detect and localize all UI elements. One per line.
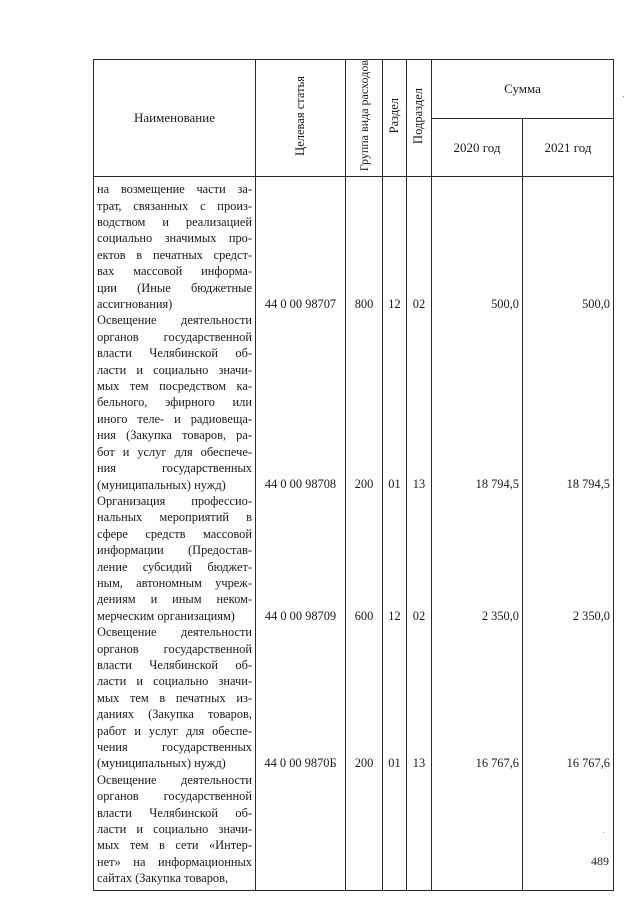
header-subsection: Подраздел [407, 60, 432, 177]
name-line: Организация профессио- [97, 493, 252, 508]
group-column [346, 177, 383, 891]
name-line: ным, автономным учреж- [97, 575, 252, 590]
name-line: мых тем в печатных из- [97, 690, 252, 705]
sum-2021-column [523, 177, 614, 891]
name-line: Освещение деятельности [97, 772, 252, 787]
name-line: органов государственной [97, 329, 252, 344]
section-code: 12 [388, 608, 401, 623]
name-line: органов государственной [97, 789, 252, 804]
scan-speck [623, 96, 624, 97]
subsection-code: 02 [412, 608, 426, 623]
name-line: ласти и социально значи- [97, 674, 252, 689]
expense-group-code: 800 [354, 296, 374, 311]
sum-2021-value: 2 350,0 [572, 608, 610, 623]
expense-group-code: 200 [354, 756, 374, 771]
sum-2021-value: 18 794,5 [566, 477, 610, 492]
page-number: 489 [591, 854, 609, 868]
name-line: мых тем в сети «Интер- [97, 838, 252, 853]
sum-2021-value: 500,0 [582, 296, 610, 311]
row-name [97, 181, 252, 312]
section-code: 12 [388, 296, 401, 311]
expense-group-code: 600 [354, 608, 374, 623]
budget-table [93, 59, 614, 891]
name-line: ния государственных [97, 461, 252, 476]
subsection-code: 13 [412, 477, 426, 492]
name-line: ции (Иные бюджетные [97, 280, 252, 295]
name-line: бот и услуг для обеспече- [97, 444, 252, 459]
name-line: нет» на информационных [97, 854, 252, 869]
name-line: трат, связанных с произ- [97, 198, 252, 213]
subsection-code: 13 [412, 756, 426, 771]
name-line: водством и реализацией [97, 215, 252, 229]
name-line: органов государственной [97, 641, 252, 656]
name-line: иного теле- и радиовеща- [97, 411, 252, 426]
name-line: (муниципальных) нужд) [97, 477, 226, 492]
name-line: Освещение деятельности [97, 625, 252, 640]
sum-2020-value: 18 794,5 [475, 477, 519, 492]
subsection-code: 02 [412, 296, 426, 311]
subsection-column [407, 177, 432, 891]
row-name [97, 624, 252, 772]
name-line: нальных мероприятий в [97, 510, 252, 525]
target-column [256, 177, 346, 891]
section-code: 01 [388, 756, 401, 771]
target-code: 44 0 00 98708 [264, 477, 337, 492]
name-line: мых тем посредством ка- [97, 379, 252, 394]
header-sum: Сумма [432, 60, 614, 119]
sum-2020-value: 2 350,0 [481, 608, 519, 623]
name-line: на возмещение части за- [97, 182, 252, 197]
name-line: социально значимых про- [97, 231, 252, 246]
row-name [97, 493, 252, 624]
name-line: бельного, эфирного или [97, 395, 252, 410]
name-line: ление субсидий бюджет- [97, 559, 252, 574]
name-line: сайтах (Закупка товаров, [97, 871, 229, 886]
name-line: ассигнования) [97, 297, 173, 312]
expense-group-code: 200 [354, 477, 374, 492]
name-line: власти Челябинской об- [97, 805, 252, 820]
name-line: Освещение деятельности [97, 313, 252, 328]
header-name: Наименование [94, 60, 256, 177]
sum-2020-value: 16 767,6 [475, 756, 519, 771]
row-name [97, 772, 252, 887]
sum-2020-value: 500,0 [491, 296, 519, 311]
name-column [94, 177, 256, 891]
name-line: власти Челябинской об- [97, 657, 252, 672]
name-line: чения государственных [97, 740, 252, 754]
name-line: вах массовой информа- [97, 264, 252, 279]
name-line: ектов в печатных средст- [97, 247, 252, 262]
name-line: сфере средств массовой [97, 526, 252, 541]
name-line: даниях (Закупка товаров, [97, 707, 252, 722]
header-year-2020: 2020 год [432, 119, 523, 177]
scan-speck [603, 832, 604, 833]
name-line: дениям и иным неком- [97, 592, 252, 607]
name-line: информации (Предостав- [97, 543, 252, 558]
name-line: власти Челябинской об- [97, 346, 252, 361]
name-line: работ и услуг для обеспе- [97, 723, 252, 738]
name-line: ласти и социально значи- [97, 362, 252, 377]
name-line: ласти и социально значи- [97, 822, 252, 837]
name-line: мерческим организациям) [97, 608, 235, 623]
sum-2020-column [432, 177, 523, 891]
target-code: 44 0 00 98709 [264, 608, 337, 623]
section-column [383, 177, 407, 891]
target-code: 44 0 00 9870Б [264, 756, 337, 771]
name-line: (муниципальных) нужд) [97, 756, 226, 771]
row-name [97, 312, 252, 492]
header-section: Раздел [383, 60, 407, 177]
header-expense-group: Группа вида расходов [346, 60, 383, 177]
section-code: 01 [388, 477, 401, 492]
header-target-item: Целевая статья [256, 60, 346, 177]
name-line: ния (Закупка товаров, ра- [97, 428, 252, 443]
target-code: 44 0 00 98707 [264, 296, 337, 311]
header-year-2021: 2021 год [523, 119, 614, 177]
sum-2021-value: 16 767,6 [566, 756, 610, 771]
